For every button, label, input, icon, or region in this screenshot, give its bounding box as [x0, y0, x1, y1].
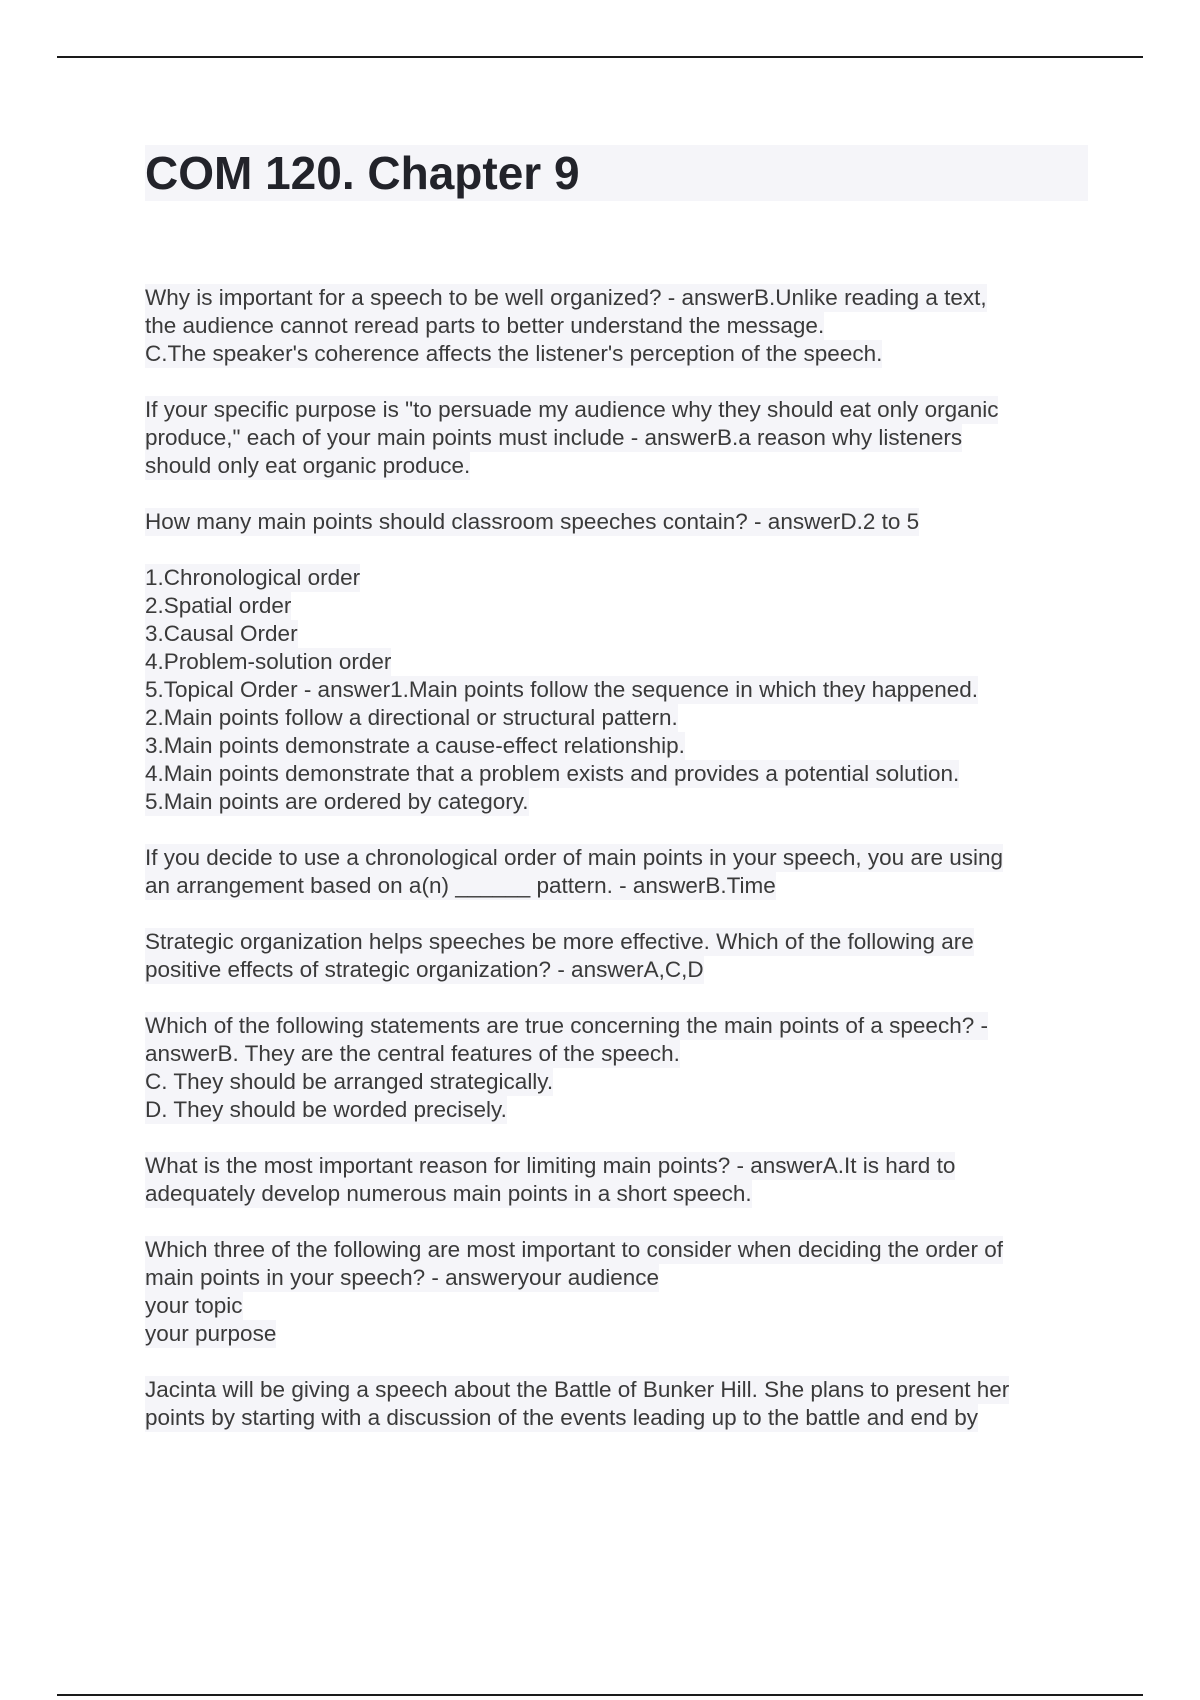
- qa-entry: [145, 284, 1095, 368]
- top-rule: [57, 56, 1143, 58]
- qa-line: Strategic organization helps speeches be more effective. Which of the following are: [145, 929, 974, 954]
- document-body: [145, 284, 1095, 1460]
- qa-line: 3.Main points demonstrate a cause-effect relationship.: [145, 733, 685, 758]
- qa-line: 1.Chronological order: [145, 565, 361, 590]
- qa-line: your purpose: [145, 1321, 277, 1346]
- qa-line: should only eat organic produce.: [145, 453, 471, 478]
- qa-line: Which of the following statements are true concerning the main points of a speech? -: [145, 1013, 988, 1038]
- qa-line: points by starting with a discussion of the events leading up to the battle and end by: [145, 1405, 979, 1430]
- qa-line: 4.Problem-solution order: [145, 649, 392, 674]
- qa-line: Why is important for a speech to be well organized? - answerB.Unlike reading a text,: [145, 285, 987, 310]
- qa-line: Which three of the following are most important to consider when deciding the order of: [145, 1237, 1003, 1262]
- qa-entry: [145, 564, 1095, 816]
- bottom-rule: [57, 1694, 1143, 1696]
- qa-line: 4.Main points demonstrate that a problem exists and provides a potential solution.: [145, 761, 960, 786]
- qa-line: 2.Main points follow a directional or structural pattern.: [145, 705, 678, 730]
- qa-line: 5.Topical Order - answer1.Main points follow the sequence in which they happened.: [145, 677, 978, 702]
- qa-entry: [145, 1236, 1095, 1348]
- qa-line: adequately develop numerous main points in a short speech.: [145, 1181, 752, 1206]
- qa-entry: [145, 1012, 1095, 1124]
- qa-line: C. They should be arranged strategically.: [145, 1069, 554, 1094]
- qa-entry: [145, 1152, 1095, 1208]
- qa-entry: [145, 844, 1095, 900]
- qa-line: D. They should be worded precisely.: [145, 1097, 507, 1122]
- qa-entry: [145, 928, 1095, 984]
- qa-line: produce," each of your main points must include - answerB.a reason why listeners: [145, 425, 963, 450]
- qa-line: 2.Spatial order: [145, 593, 292, 618]
- qa-line: 5.Main points are ordered by category.: [145, 789, 529, 814]
- qa-line: positive effects of strategic organization? - answerA,C,D: [145, 957, 704, 982]
- qa-line: an arrangement based on a(n) ______ pattern. - answerB.Time: [145, 873, 776, 898]
- page-title: COM 120. Chapter 9: [145, 147, 580, 199]
- qa-line: the audience cannot reread parts to better understand the message.: [145, 313, 825, 338]
- qa-line: answerB. They are the central features of the speech.: [145, 1041, 680, 1066]
- qa-line: Jacinta will be giving a speech about the Battle of Bunker Hill. She plans to present her: [145, 1377, 1010, 1402]
- qa-line: 3.Causal Order: [145, 621, 298, 646]
- qa-line: If you decide to use a chronological order of main points in your speech, you are using: [145, 845, 1004, 870]
- qa-line: How many main points should classroom speeches contain? - answerD.2 to 5: [145, 509, 920, 534]
- qa-line: What is the most important reason for limiting main points? - answerA.It is hard to: [145, 1153, 956, 1178]
- qa-line: main points in your speech? - answeryour audience: [145, 1265, 660, 1290]
- qa-entry: [145, 1376, 1095, 1432]
- qa-line: If your specific purpose is "to persuade my audience why they should eat only organic: [145, 397, 999, 422]
- qa-line: C.The speaker's coherence affects the listener's perception of the speech.: [145, 341, 883, 366]
- qa-entry: [145, 508, 1095, 536]
- qa-line: your topic: [145, 1293, 243, 1318]
- qa-entry: [145, 396, 1095, 480]
